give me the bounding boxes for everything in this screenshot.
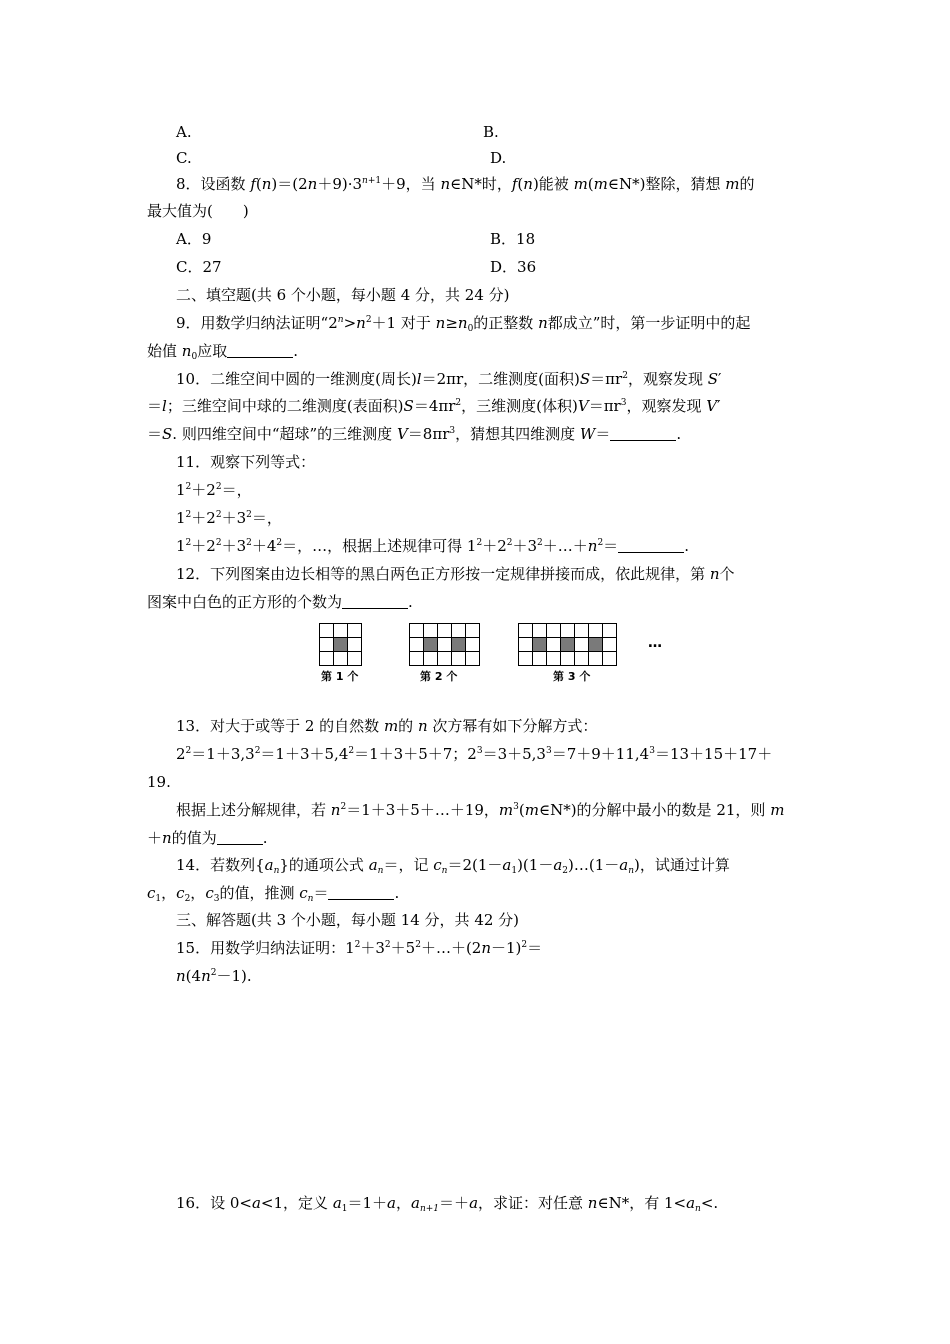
q10-stem-line1: 10．二维空间中圆的一维测度(周长)l＝2πr，二维测度(面积)$S=\pi r^2$，观察发现 S′ bbox=[176, 370, 722, 388]
pattern-2-grid bbox=[409, 623, 480, 666]
pattern-2-caption: 第 2 个 bbox=[420, 670, 458, 683]
q14-stem-line1: 14．若数列$\{a_n\}$的通项公式 $a_n=$，记 $c_n=2(1-a_1)(1-a_2)\dots(1-a_n)$，试通过计算 bbox=[176, 856, 730, 876]
pattern-ellipsis: … bbox=[648, 635, 662, 651]
q11-equation-2: $1^2+2^2+3^2=$， bbox=[176, 509, 282, 527]
pattern-1-caption: 第 1 个 bbox=[321, 670, 359, 683]
q8-stem-line1: 8．设函数 $f(n)=(2n+9)\cdot 3^{n+1}+9$，当 n∈N*时，f(n)能被 m(m∈N*)整除，猜想 m的 bbox=[176, 175, 755, 193]
q13-examples-line: $2^2=1+3,3^2=1+3+5,4^2=1+3+5+7$；$2^3=3+5,3^3=7+9+11,4^3=13+15+17+$ bbox=[176, 745, 773, 763]
q14-stem-line2: $c_1$，$c_2$，$c_3$的值，推测 $c_n=$ . bbox=[147, 884, 400, 904]
q10-stem-line3: ＝S. 则四维空间中“超球”的三维测度 $V=8\pi r^3$，猜想其四维测度 W＝ . bbox=[147, 425, 682, 443]
section-2-heading: 二、填空题(共 6 个小题，每小题 4 分，共 24 分) bbox=[176, 286, 510, 304]
q11-answer-blank[interactable] bbox=[618, 538, 684, 553]
q9-answer-blank[interactable] bbox=[227, 343, 293, 358]
black-tile bbox=[561, 638, 575, 652]
q8-option-a: A．9 bbox=[176, 230, 212, 248]
q12-answer-blank[interactable] bbox=[342, 594, 408, 609]
q11-equation-3: $1^2+2^2+3^2+4^2=$，…，根据上述规律可得 $1^2+2^2+3^2+\dots+n^2=$ . bbox=[176, 537, 689, 555]
q13-stem-line1: 13．对大于或等于 2 的自然数 m的 n 次方幂有如下分解方式： bbox=[176, 717, 598, 735]
q10-stem-line2: ＝l；三维空间中球的二维测度(表面积)$S=4\pi r^2$，三维测度(体积)$V=\pi r^3$，观察发现 V′ bbox=[147, 397, 721, 415]
black-tile bbox=[334, 638, 348, 652]
q7-option-c: C. bbox=[176, 149, 192, 167]
q7-option-b: B. bbox=[483, 123, 499, 141]
pattern-3-caption: 第 3 个 bbox=[553, 670, 591, 683]
q7-option-a: A. bbox=[176, 123, 192, 141]
q16-stem: 16．设 0<a<1，定义 $a_1=1+a$，$a_{n+1}=+a$，求证：对任意 n∈N*，有 $1<a_n<$. bbox=[176, 1194, 719, 1214]
q15-stem-line2: $n(4n^2-1)$. bbox=[176, 967, 252, 985]
black-tile bbox=[533, 638, 547, 652]
q8-stem-line2: 最大值为( ) bbox=[147, 202, 249, 220]
pattern-1-grid bbox=[319, 623, 362, 666]
q10-answer-blank[interactable] bbox=[610, 426, 676, 441]
q13-answer-blank[interactable] bbox=[217, 830, 263, 845]
q15-stem-line1: 15．用数学归纳法证明：$1^2+3^2+5^2+\dots+(2n-1)^2=$ bbox=[176, 939, 543, 957]
q14-answer-blank[interactable] bbox=[328, 885, 394, 900]
q13-examples-continued: 19. bbox=[147, 773, 171, 791]
q8-option-c: C．27 bbox=[176, 258, 222, 276]
black-tile bbox=[452, 638, 466, 652]
q11-equation-1: $1^2+2^2=$， bbox=[176, 481, 252, 499]
q13-stem-line4: 根据上述分解规律，若 $n^2=1+3+5+\dots+19$，$m^3(m\in N*)$的分解中最小的数是 21，则 m bbox=[176, 801, 785, 819]
q8-option-d: D．36 bbox=[490, 258, 537, 276]
q9-stem-line1: 9．用数学归纳法证明“$2^n>n^2+1$ 对于 $n\ge n_0$的正整数 n都成立”时，第一步证明中的起 bbox=[176, 314, 751, 334]
q8-option-b: B．18 bbox=[490, 230, 536, 248]
pattern-3-grid bbox=[518, 623, 617, 666]
q12-stem-line1: 12．下列图案由边长相等的黑白两色正方形按一定规律拼接而成，依此规律，第 n个 bbox=[176, 565, 735, 583]
q7-option-d: D. bbox=[490, 149, 507, 167]
section-3-heading: 三、解答题(共 3 个小题，每小题 14 分，共 42 分) bbox=[176, 911, 520, 929]
q11-stem: 11．观察下列等式： bbox=[176, 453, 316, 471]
q9-stem-line2: 始值 $n_0$应取 . bbox=[147, 342, 298, 362]
q12-stem-line2: 图案中白色的正方形的个数为 . bbox=[147, 593, 413, 611]
black-tile bbox=[589, 638, 603, 652]
black-tile bbox=[424, 638, 438, 652]
q13-stem-line5: ＋n的值为 . bbox=[147, 829, 268, 847]
